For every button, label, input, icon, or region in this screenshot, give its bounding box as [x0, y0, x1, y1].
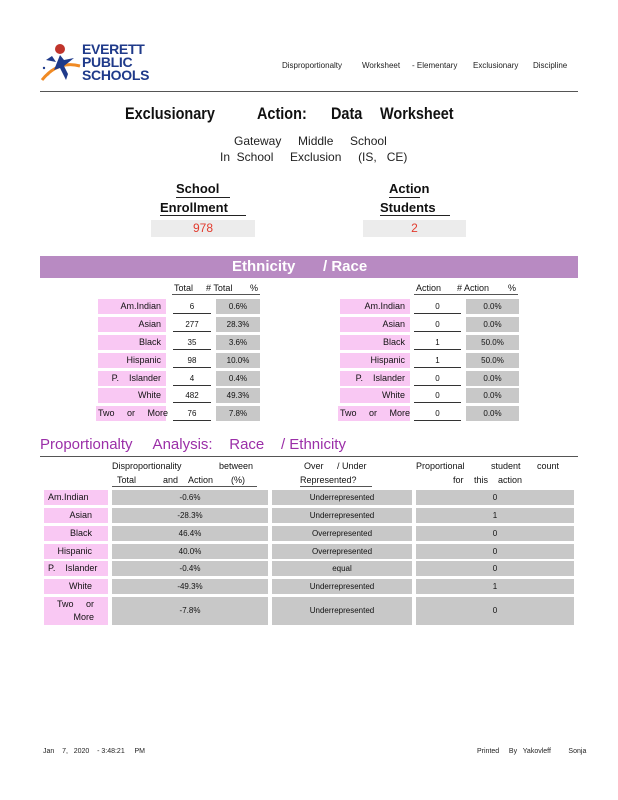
action-col-num-action: # Action [457, 283, 490, 293]
action-row-count: 0 [414, 406, 461, 421]
header-divider [40, 91, 578, 92]
action-row-label: Two or More [338, 406, 410, 421]
enroll-col-num-total: # Total [206, 283, 233, 293]
prop-row-disparity: -0.4% [112, 561, 268, 576]
enroll-row-label: Two or More [96, 406, 166, 421]
enroll-row-count: 6 [173, 299, 211, 314]
action-row-pct: 50.0% [466, 353, 519, 368]
enrollment-head-2: Enrollment [160, 200, 228, 215]
prop-row-count: 1 [416, 579, 574, 594]
count-head-5: this [474, 475, 489, 485]
action-row-count: 1 [414, 335, 461, 350]
disp-head-6: (%) [231, 475, 245, 485]
over-head-2: / Under [337, 461, 367, 471]
action-col-pct: % [508, 283, 517, 293]
count-head-4: for [453, 475, 464, 485]
prop-row-count: 0 [416, 490, 574, 505]
prop-row-representation: Overrepresented [272, 544, 412, 559]
prop-row-disparity: 46.4% [112, 526, 268, 541]
over-head-3: Represented? [300, 475, 357, 485]
action-row-label: P. Islander [340, 371, 410, 386]
header-nav-disproportionality: Disproportionalty [282, 61, 343, 70]
action-head-2: Students [380, 200, 436, 215]
enroll-row-pct: 10.0% [216, 353, 260, 368]
enroll-row-label: P. Islander [98, 371, 166, 386]
prop-row-label: White [44, 579, 108, 594]
enroll-row-count: 98 [173, 353, 211, 368]
disp-head-3: Total [117, 475, 137, 485]
disp-head-1: Disproportionality [112, 461, 182, 471]
prop-row-representation: Underrepresented [272, 579, 412, 594]
enroll-col-total: Total [174, 283, 194, 293]
action-row-count: 1 [414, 353, 461, 368]
action-row-label: Black [340, 335, 410, 350]
prop-row-representation: Overrepresented [272, 526, 412, 541]
band-label-ethnicity: Ethnicity [232, 258, 296, 275]
enroll-row-label: Hispanic [98, 353, 166, 368]
enroll-row-label: White [98, 388, 166, 403]
band-label-race: / Race [323, 258, 368, 275]
header-nav-exclusionary: Exclusionary [473, 61, 519, 70]
prop-row-count: 0 [416, 561, 574, 576]
logo-wordmark: EVERETT PUBLIC SCHOOLS [82, 41, 150, 83]
prop-row-label: Hispanic [44, 544, 108, 559]
header-nav-worksheet: Worksheet [362, 61, 401, 70]
enroll-row-count: 4 [173, 371, 211, 386]
enroll-row-count: 76 [173, 406, 211, 421]
prop-row-count: 0 [416, 544, 574, 559]
prop-row-disparity: -7.8% [112, 597, 268, 625]
prop-row-disparity: -28.3% [112, 508, 268, 523]
action-row-count: 0 [414, 317, 461, 332]
proportionality-title: Proportionalty Analysis: Race / Ethnicity [40, 436, 346, 453]
action-col-action: Action [416, 283, 442, 293]
title-word-worksheet: Worksheet [380, 104, 454, 123]
action-row-pct: 0.0% [466, 388, 519, 403]
disp-head-5: Action [188, 475, 214, 485]
proportionality-divider [40, 456, 578, 457]
enroll-row-label: Am.Indian [98, 299, 166, 314]
logo-figure-icon [40, 40, 84, 88]
prop-row-label: Am.Indian [44, 490, 108, 505]
prop-row-representation: equal [272, 561, 412, 576]
prop-row-label: Asian [44, 508, 108, 523]
enroll-row-pct: 0.6% [216, 299, 260, 314]
prop-row-representation: Underrepresented [272, 508, 412, 523]
prop-row-count: 0 [416, 597, 574, 625]
enroll-row-label: Asian [98, 317, 166, 332]
prop-row-label [44, 597, 108, 625]
enroll-row-pct: 7.8% [216, 406, 260, 421]
enroll-row-pct: 3.6% [216, 335, 260, 350]
action-row-label: Asian [340, 317, 410, 332]
header-nav-elementary: - Elementary [412, 61, 458, 70]
action-row-label: Hispanic [340, 353, 410, 368]
prop-row-label-line2: More [73, 612, 94, 622]
action-row-count: 0 [414, 371, 461, 386]
prop-row-label-line1: Two or [56, 599, 94, 609]
prop-row-disparity: -0.6% [112, 490, 268, 505]
school-name: Gateway Middle School [234, 134, 387, 148]
action-row-pct: 0.0% [466, 299, 519, 314]
enrollment-value: 978 [151, 220, 255, 237]
prop-row-label: P. Islander [44, 561, 108, 576]
enroll-row-count: 35 [173, 335, 211, 350]
prop-row-disparity: 40.0% [112, 544, 268, 559]
title-word-action: Action: [257, 104, 307, 123]
enroll-row-pct: 0.4% [216, 371, 260, 386]
action-head-1: Action [389, 181, 430, 196]
count-head-1: Proportional [416, 461, 465, 471]
ethnicity-race-band [40, 256, 578, 278]
prop-row-count: 0 [416, 526, 574, 541]
action-row-pct: 50.0% [466, 335, 519, 350]
over-head-1: Over [304, 461, 324, 471]
enroll-row-pct: 28.3% [216, 317, 260, 332]
action-row-pct: 0.0% [466, 371, 519, 386]
prop-row-disparity: -49.3% [112, 579, 268, 594]
enroll-row-pct: 49.3% [216, 388, 260, 403]
footer-printed-by: Printed By Yakovleff Sonja [477, 748, 587, 755]
action-students-value: 2 [363, 220, 466, 237]
count-head-2: student [491, 461, 521, 471]
enroll-row-label: Black [98, 335, 166, 350]
disp-head-4: and [163, 475, 179, 485]
count-head-6: action [498, 475, 523, 485]
action-row-pct: 0.0% [466, 406, 519, 421]
title-word-data: Data [331, 104, 363, 123]
count-head-3: count [537, 461, 560, 471]
action-row-count: 0 [414, 388, 461, 403]
header-nav-discipline: Discipline [533, 61, 568, 70]
enroll-row-count: 482 [173, 388, 211, 403]
exclusion-type: In School Exclusion (IS, CE) [220, 150, 408, 164]
action-row-pct: 0.0% [466, 317, 519, 332]
enroll-col-pct: % [250, 283, 259, 293]
prop-row-label: Black [44, 526, 108, 541]
prop-row-representation: Underrepresented [272, 597, 412, 625]
prop-row-count: 1 [416, 508, 574, 523]
prop-row-representation: Underrepresented [272, 490, 412, 505]
action-row-label: White [340, 388, 410, 403]
title-word-exclusionary: Exclusionary [125, 104, 215, 123]
action-row-label: Am.Indian [340, 299, 410, 314]
enroll-row-count: 277 [173, 317, 211, 332]
action-row-count: 0 [414, 299, 461, 314]
enrollment-head-1: School [176, 181, 220, 196]
footer-date: Jan 7, 2020 - 3:48:21 PM [43, 748, 145, 755]
disp-head-2: between [219, 461, 254, 471]
